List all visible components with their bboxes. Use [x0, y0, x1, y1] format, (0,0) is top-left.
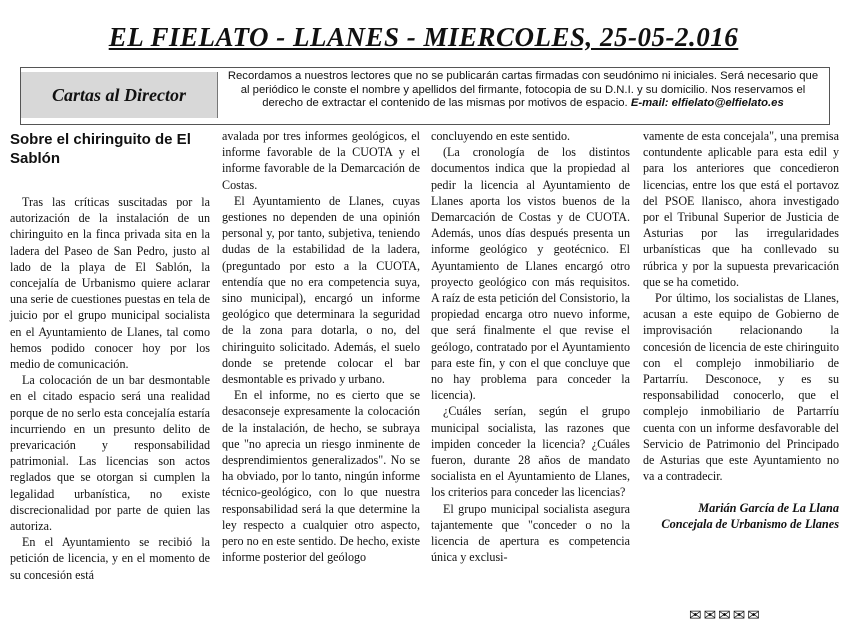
- paragraph: El Ayuntamiento de Llanes, cuyas gestiones no dependen de una opinión personal y, por tanto, subjetiva, teniendo dudas de la estabilidad de la ladera, (preguntado por esto a la CUOTA, entendía que no era competencia suya, sino municipal), encargó un informe geológico que determinara la seguridad de la zona para dotarla, o no, del chiringuito solicitado. Además, el suelo donde se pretende colocar el bar desmontable es privado y urbano.: [222, 193, 420, 387]
- paragraph: Tras las críticas suscitadas por la autorización de la instalación de un chiringuito en la finca privada sita en la ladera del Paseo de San Pedro, justo al lado de la playa de El Sablón, la concejalía de Urbanismo quiere aclarar una serie de cuestiones puestas en tela de juicio por el grupo municipal socialista en el Ayuntamiento de Llanes, tal como hemos podido conocer hoy por los medio de comunicación.: [10, 195, 210, 372]
- editorial-notice: [223, 70, 823, 111]
- paragraph: (La cronología de los distintos documentos indica que la propiedad al pedir la licencia al Ayuntamiento de Llanes aporta los vistos buenos de la Demarcación de Costas y de CUOTA. Además, unos días después presenta un informe geológico y geotécnico. El Ayuntamiento de Llanes encargó otro proyecto geológico con más requisitos. A raíz de esta petición del Consistorio, la propiedad encarga otro nuevo informe, que será finalmente el que revise el geólogo, contratado por el Ayuntamiento para este fin, y con el que concluye que no hay problema para conceder la licencia).: [431, 145, 630, 403]
- paragraph: vamente de esta concejala", una premisa contundente aplicable para esta edil y para los anteriores que concedieron licencias, entre los que está el portavoz del PSOE llanisco, ahora investigado por el Tribunal Superior de Justicia de Asturias por las irregularidades urbanísticas que ha conllevado su rúbrica y por la supuesta prevaricación que se ha cometido.: [643, 129, 839, 289]
- notice-email: E-mail: elfielato@elfielato.es: [630, 97, 784, 109]
- paragraph: concluyendo en este sentido.: [431, 129, 571, 143]
- paragraph: El grupo municipal socialista asegura tajantemente que "conceder o no la licencia de apertura es competencia única y exclusi-: [431, 501, 630, 565]
- paragraph: ¿Cuáles serían, según el grupo municipal socialista, las razones que impiden conceder la licencia? ¿Cuáles fueron, durante 28 años de mandato socialista en el Ayuntamiento de Llanes, los criterios para conceder las licencias?: [431, 404, 630, 500]
- article-column-4: [643, 128, 839, 532]
- letters-banner: [20, 67, 830, 125]
- notice-text: Recordamos a nuestros lectores que no se publicarán cartas firmadas con seudónimo ni iniciales. Será necesario que al periódico le conste el nombre y apellidos del firmante, fotocopia de su D.N.I. y su domicilio. Nos reservamos el derecho de extractar el contenido de las mismas por motivos de espacio.: [227, 70, 819, 109]
- article-column-3: [431, 128, 630, 565]
- paragraph: En el informe, no es cierto que se desaconseje expresamente la colocación de la instalación, de hecho, se subraya que "no aprecia un riesgo inminente de desprendimientos generalizados". No se ha obviado, por lo tanto, ningún informe técnico-geológico, con lo que nuestra responsabilidad será la que determine la ley respecto a cualquier otro aspecto, pero no en este sentido. De hecho, existe informe posterior del geólogo: [222, 388, 420, 565]
- paragraph: avalada por tres informes geológicos, el informe favorable de la CUOTA y el informe favorable de la Demarcación de Costas.: [222, 129, 420, 192]
- article-title: Sobre el chiringuito de El Sablón: [10, 131, 191, 167]
- paragraph: Por último, los socialistas de Llanes, acusan a este equipo de Gobierno de improvisación relacionando la concesión de licencia de este chiringuito con el complejo inmobiliario de Partarríu. Desconoce, y es su responsabilidad conocerlo, que el complejo inmobiliario de Partarríu cuenta con un informe desfavorable del Servicio de Patrimonio del Principado de Asturias que este Ayuntamiento no va a contradecir.: [643, 291, 839, 484]
- paragraph: La colocación de un bar desmontable en el citado espacio será una realidad porque de no serlo esta concejalía estaría incurriendo en un presunto delito de prevaricación y responsabilidad patrimonial. Las licencias son actos reglados que se otorgan si cumplen la legalidad urbanística, no existe discrecionalidad por parte de quien las autoriza.: [10, 373, 210, 534]
- newspaper-headline: EL FIELATO - LLANES - MIERCOLES, 25-05-2.016: [108, 22, 739, 52]
- envelope-icon: ✉✉✉✉✉: [689, 606, 762, 624]
- signature-role: Concejala de Urbanismo de Llanes: [661, 517, 839, 532]
- signature-name: Marián García de La Llana: [698, 501, 839, 516]
- paragraph: En el Ayuntamiento se recibió la petición de licencia, y en el momento de su concesión está: [10, 535, 210, 582]
- article-column-2: [222, 128, 420, 565]
- section-label: Cartas al Director: [21, 72, 218, 118]
- signature: [643, 500, 839, 532]
- article-column-1: [10, 128, 210, 583]
